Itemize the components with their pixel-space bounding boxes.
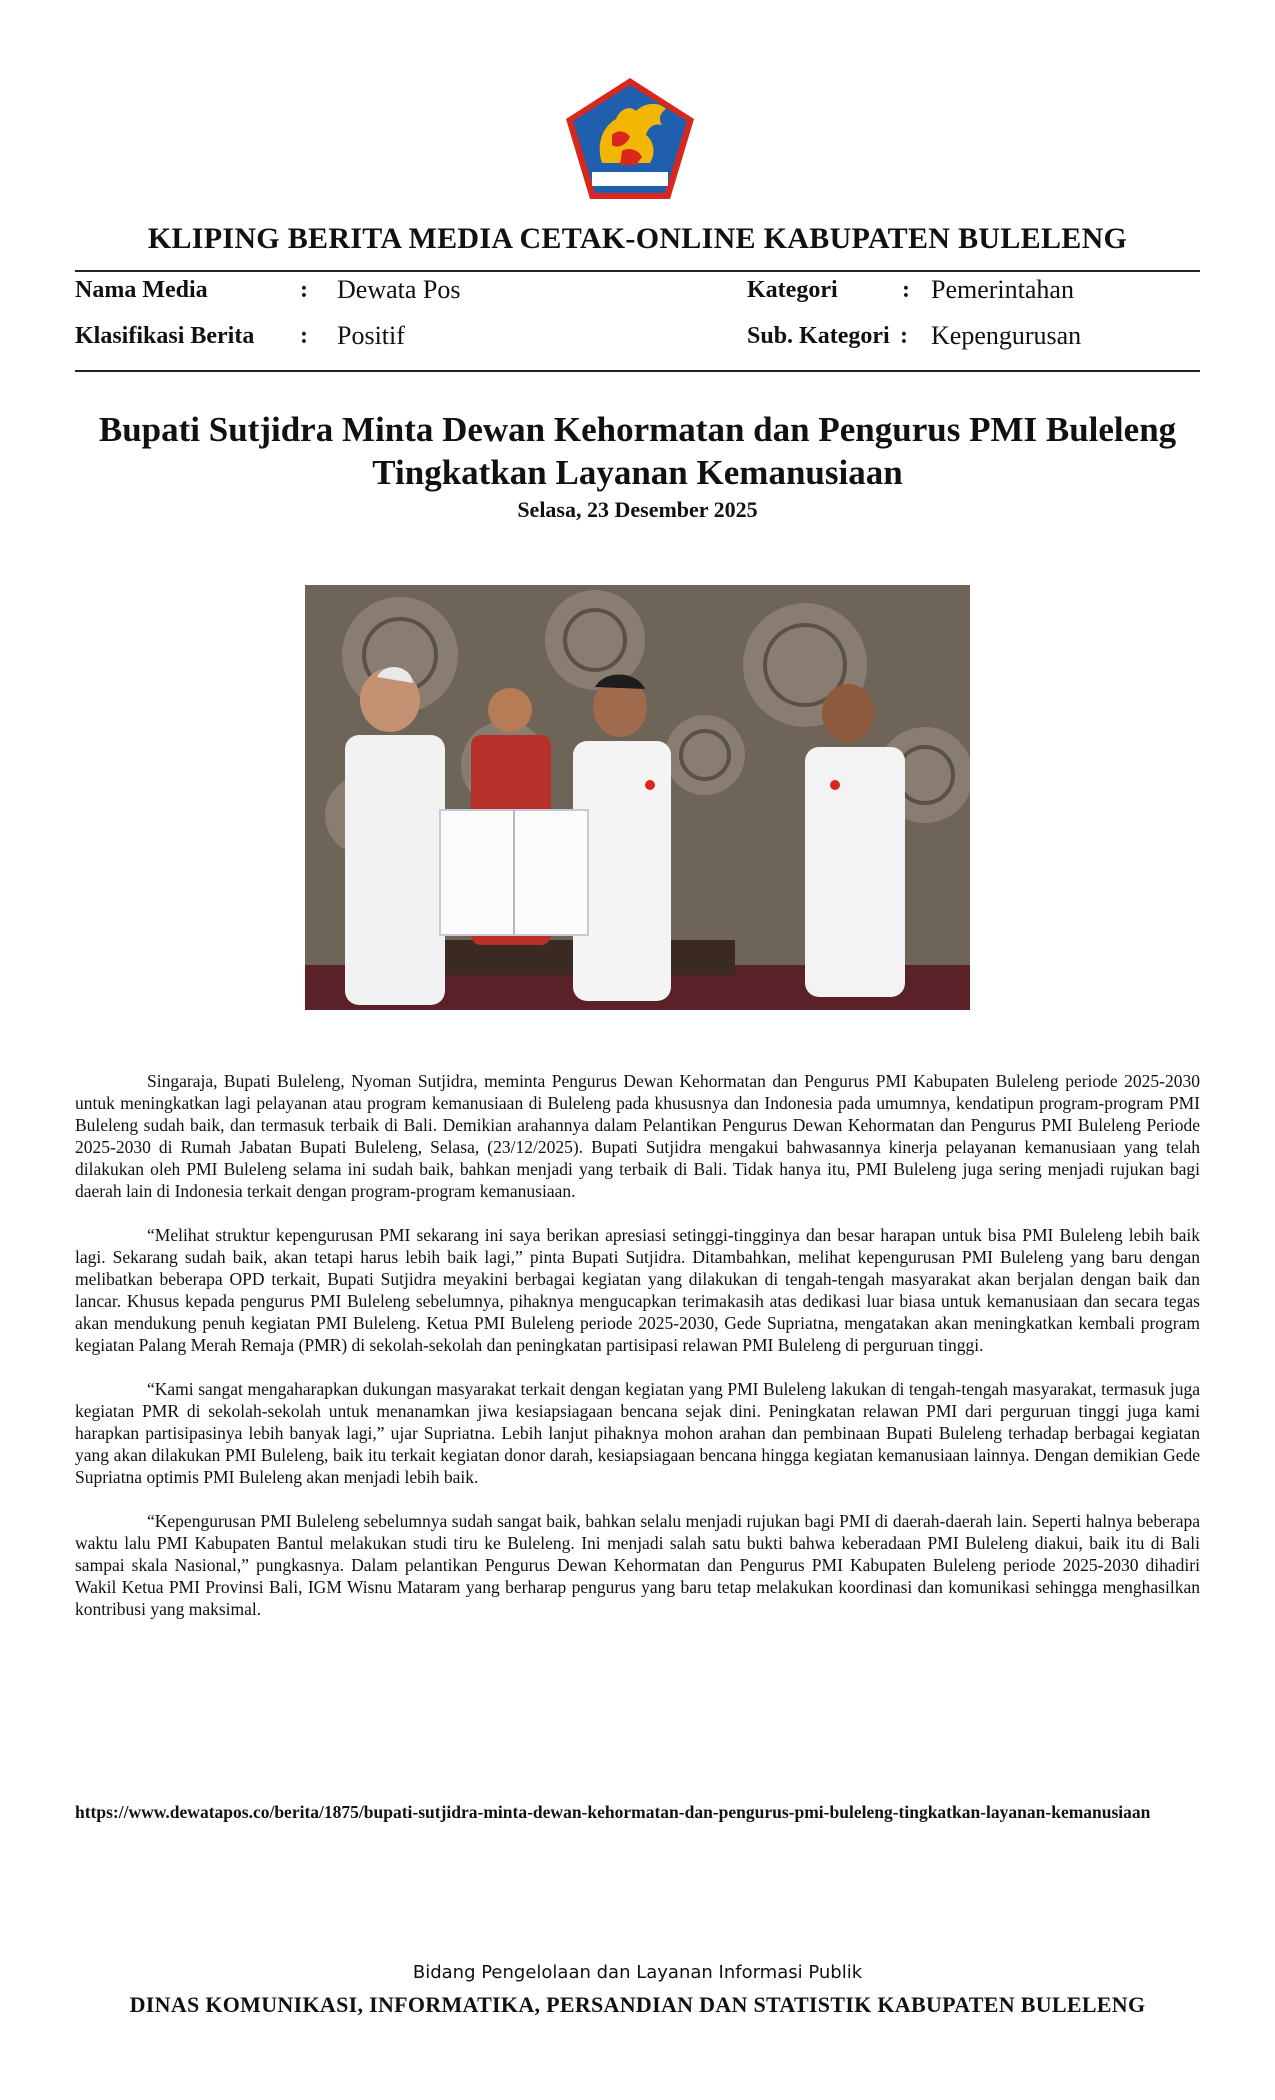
- buleleng-emblem-icon: [562, 75, 698, 203]
- footer-unit: Bidang Pengelolaan dan Layanan Informasi Publik: [412, 1962, 863, 1983]
- meta-row-klasifikasi: [75, 323, 1200, 363]
- meta-row-media: [75, 277, 1200, 317]
- inauguration-photo: [305, 585, 970, 1010]
- klasifikasi-colon: :: [300, 323, 308, 349]
- media-label: Nama Media: [75, 277, 208, 303]
- article-paragraph-3: “Kami sangat mengaharapkan dukungan masyarakat terkait dengan kegiatan yang PMI Buleleng lakukan di tengah-tengah masyarakat, termasuk juga kegiatan PMR di sekolah-sekolah untuk menanamkan jiwa kesiapsiagaan bencana sejak dini. Peningkatan relawan PMI dari perguruan tinggi juga kami harapkan partisipasinya lebih banyak lagi,” ujar Supriatna. Lebih lanjut pihaknya mohon arahan dan pembinaan Bupati Buleleng terhadap berbagai kegiatan yang akan dilakukan PMI Buleleng, baik itu terkait kegiatan donor darah, kesiapsiagaan bencana hingga kegiatan kemanusiaan lainnya. Dengan demikian Gede Supriatna optimis PMI Buleleng akan menjadi lebih baik.: [75, 1379, 1200, 1487]
- media-value: Dewata Pos: [337, 275, 461, 304]
- footer-agency: DINAS KOMUNIKASI, INFORMATIKA, PERSANDIAN DAN STATISTIK KABUPATEN BULELENG: [129, 1992, 1146, 2017]
- sub-kategori-label: Sub. Kategori: [747, 323, 890, 349]
- article-headline: [75, 408, 1200, 494]
- kategori-colon: :: [902, 277, 910, 303]
- article-paragraph-2: “Melihat struktur kepengurusan PMI sekarang ini saya berikan apresiasi setinggi-tingginya dan besar harapan untuk bisa PMI Buleleng lebih baik lagi. Sekarang sudah baik, akan tetapi harus lebih baik lagi,” pinta Bupati Sutjidra. Ditambahkan, melihat kepengurusan PMI Buleleng yang baru dengan melibatkan beberapa OPD terkait, Bupati Sutjidra meyakini berbagai kegiatan yang dilakukan di tengah-tengah masyarakat akan berjalan dengan baik dan lancar. Khusus kepada pengurus PMI Buleleng sebelumnya, pihaknya mengucapkan terimakasih atas dedikasi luar biasa untuk kemanusiaan dan secara tegas akan mendukung penuh kegiatan PMI Buleleng. Ketua PMI Buleleng periode 2025-2030, Gede Supriatna, mengatakan akan meningkatkan kembali program kegiatan Palang Merah Remaja (PMR) di sekolah-sekolah dan peningkatan partisipasi relawan PMI Buleleng di perguruan tinggi.: [75, 1225, 1200, 1355]
- sub-kategori-value: Kepengurusan: [931, 321, 1082, 350]
- meta-bottom-divider: [75, 370, 1200, 372]
- kategori-value: Pemerintahan: [931, 275, 1074, 304]
- headline-line-1: Bupati Sutjidra Minta Dewan Kehormatan dan Pengurus PMI Buleleng: [98, 410, 1177, 449]
- sub-kategori-colon: :: [900, 323, 908, 349]
- article-paragraph-4: “Kepengurusan PMI Buleleng sebelumnya sudah sangat baik, bahkan selalu menjadi rujukan bagi PMI di daerah-daerah lain. Seperti halnya beberapa waktu lalu PMI Kabupaten Bantul melakukan studi tiru ke Buleleng. Ini menjadi salah satu bukti bahwa keberadaan PMI Buleleng diakui, baik itu di Bali sampai skala Nasional,” pungkasnya. Dalam pelantikan Pengurus Dewan Kehormatan dan Pengurus PMI Kabupaten Buleleng periode 2025-2030 dihadiri Wakil Ketua PMI Provinsi Bali, IGM Wisnu Mataram yang berharap pengurus yang baru tetap melakukan koordinasi dan komunikasi sehingga menghasilkan kontribusi yang maksimal.: [75, 1511, 1200, 1619]
- clipping-title: KLIPING BERITA MEDIA CETAK-ONLINE KABUPATEN BULELENG: [147, 222, 1128, 255]
- headline-line-2: Tingkatkan Layanan Kemanusiaan: [372, 453, 903, 492]
- klasifikasi-label: Klasifikasi Berita: [75, 323, 255, 349]
- media-colon: :: [300, 277, 308, 303]
- klasifikasi-value: Positif: [337, 321, 405, 350]
- kategori-label: Kategori: [747, 277, 838, 303]
- meta-top-divider: [75, 270, 1200, 272]
- article-date: Selasa, 23 Desember 2025: [517, 497, 758, 522]
- article-body: [75, 1070, 1200, 1642]
- article-paragraph-1: Singaraja, Bupati Buleleng, Nyoman Sutjidra, meminta Pengurus Dewan Kehormatan dan Pengurus PMI Kabupaten Buleleng periode 2025-2030 untuk meningkatkan lagi pelayanan atau program kemanusiaan di Buleleng pada khususnya dan Indonesia pada umumnya, kendatipun program-program PMI Buleleng sudah baik, dan termasuk terbaik di Bali. Demikian arahannya dalam Pelantikan Pengurus Dewan Kehormatan dan Pengurus PMI Buleleng Periode 2025-2030 di Rumah Jabatan Bupati Buleleng, Selasa, (23/12/2025). Bupati Sutjidra mengakui bahwasannya kinerja pelayanan kemanusiaan yang telah dilakukan oleh PMI Buleleng selama ini sudah baik, bahkan menjadi yang terbaik di Bali. Tidak hanya itu, PMI Buleleng juga sering menjadi rujukan bagi daerah lain di Indonesia terkait dengan program-program kemanusiaan.: [75, 1071, 1200, 1201]
- source-link[interactable]: https://www.dewatapos.co/berita/1875/bupati-sutjidra-minta-dewan-kehormatan-dan-pengurus-pmi-buleleng-tingkatkan-layanan-kemanusiaan: [75, 1802, 1151, 1822]
